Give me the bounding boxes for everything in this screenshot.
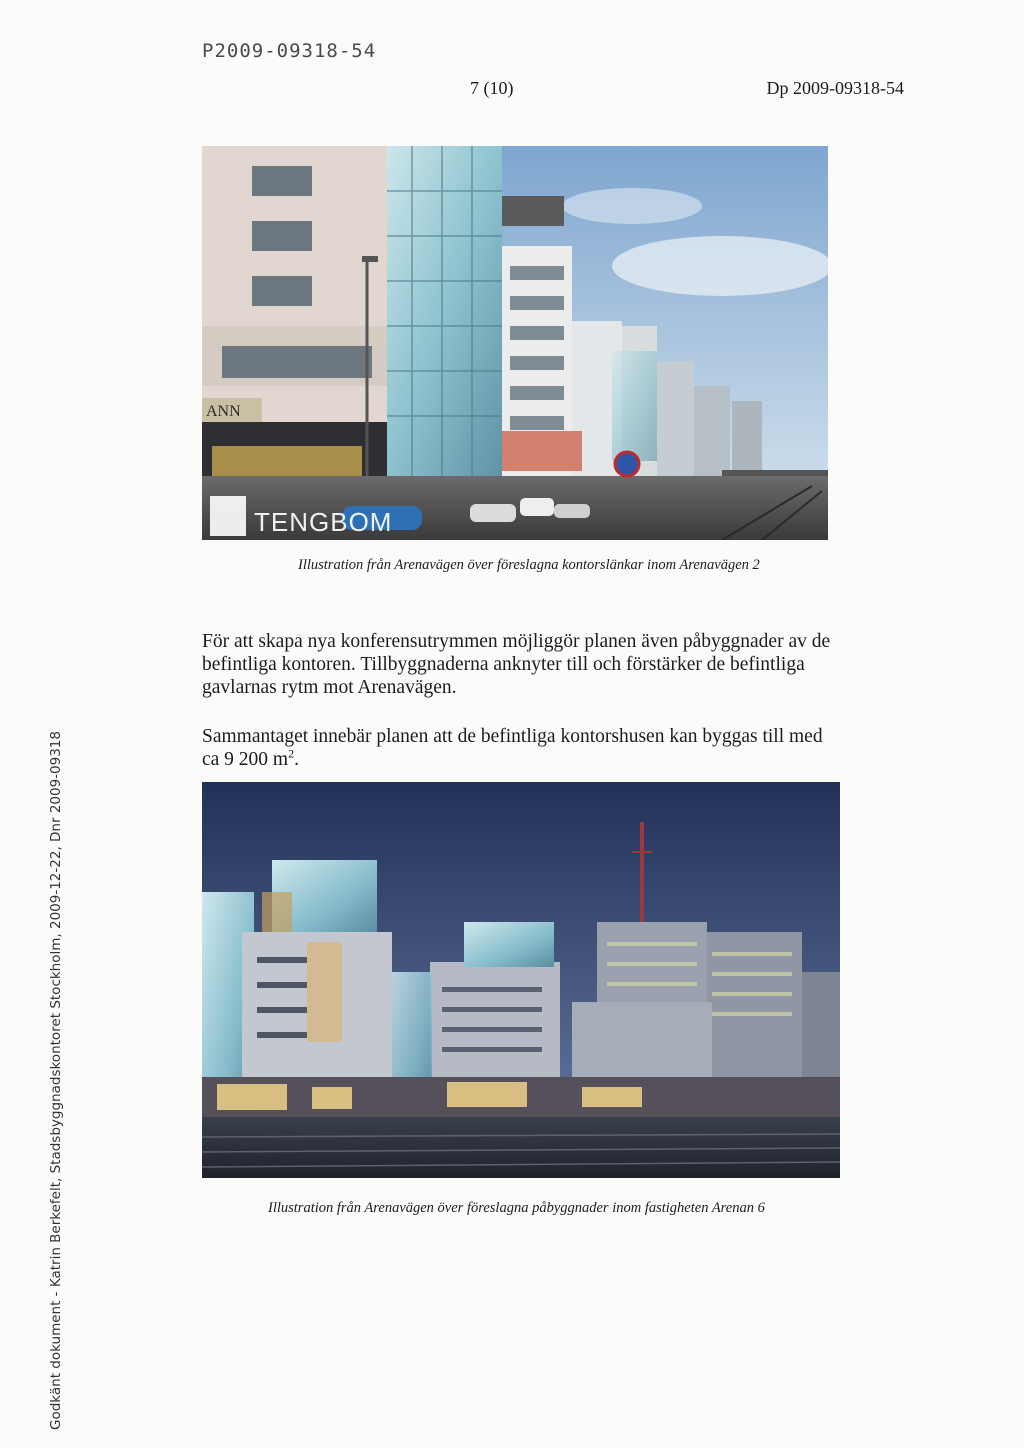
paragraph2-text: Sammantaget innebär planen att de befintliga kontorshusen kan byggas till med ca 9 200 m (202, 725, 823, 770)
figure2-caption: Illustration från Arenavägen över föreslagna påbyggnader inom fastigheten Arenan 6 (268, 1200, 765, 1216)
superscript-2: 2 (288, 746, 295, 760)
archive-stamp: P2009-09318-54 (202, 40, 377, 62)
approval-sidebar-text: Godkänt dokument - Katrin Berkefelt, Stadsbyggnadskontoret Stockholm, 2009-12-22, Dnr 2009-09318 (48, 731, 64, 1430)
tengbom-logo-text: TENGBOM (254, 507, 393, 537)
paragraph2-end: . (294, 748, 299, 770)
street-illustration-photo (202, 146, 828, 540)
body-paragraph-2 (202, 725, 842, 771)
night-buildings-illustration-photo (202, 782, 840, 1178)
figure1-caption: Illustration från Arenavägen över föreslagna kontorslänkar inom Arenavägen 2 (298, 557, 760, 573)
page-number: 7 (10) (470, 78, 514, 98)
document-id: Dp 2009-09318-54 (766, 78, 904, 98)
body-paragraph-1: För att skapa nya konferensutrymmen möjliggör planen även påbyggnader av de befintliga kontoren. Tillbyggnaderna anknyter till och förstärker de befintliga gavlarnas rytm mot Arenavägen. (202, 630, 831, 698)
shop-sign-text: ANN (206, 403, 241, 420)
